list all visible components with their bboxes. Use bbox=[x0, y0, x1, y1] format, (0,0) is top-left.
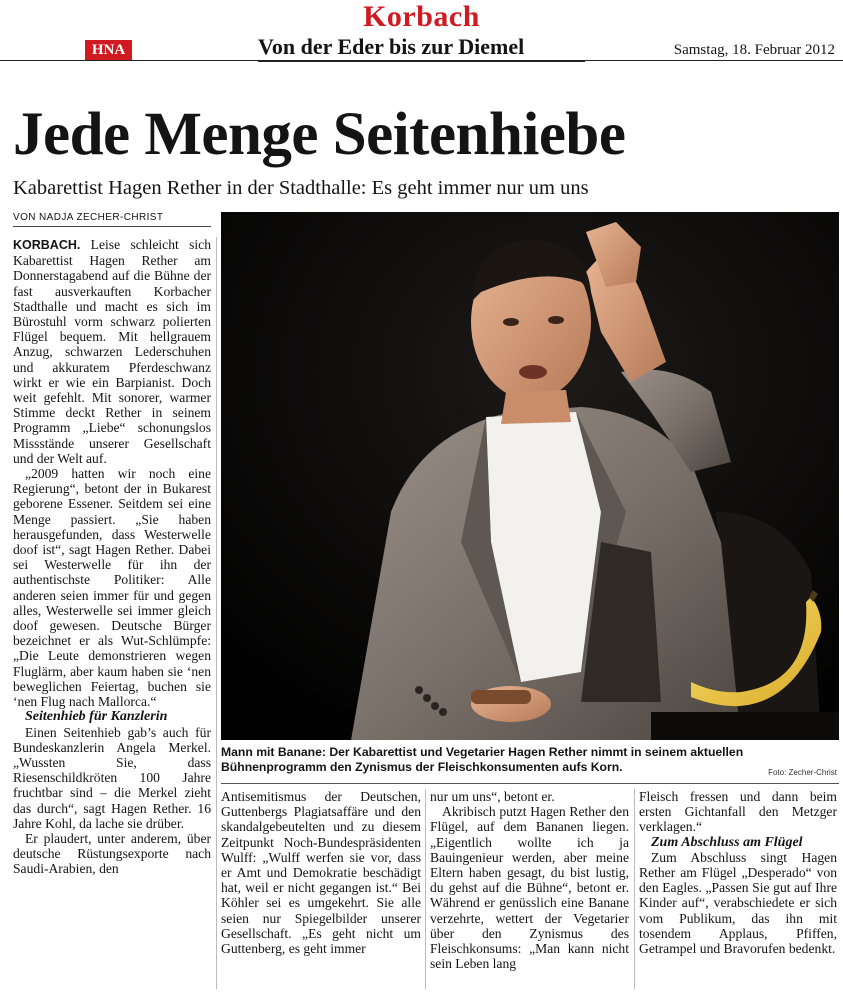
article-subheadline: Kabarettist Hagen Rether in der Stadthalle: Es geht immer nur um uns bbox=[13, 177, 589, 199]
issue-date: Samstag, 18. Februar 2012 bbox=[673, 42, 835, 58]
photo-credit: Foto: Zecher-Christ bbox=[768, 768, 837, 777]
photo-caption: Mann mit Banane: Der Kabarettist und Vegetarier Hagen Rether nimmt in seinem aktuellen Bühnenprogramm den Zynismus der Fleischkonsumenten aufs Korn. bbox=[221, 745, 744, 774]
article-column-3 bbox=[430, 789, 629, 989]
paragraph: Einen Seitenhieb gab’s auch für Bundeskanzlerin Angela Merkel. „Wussten Sie, dass Riesenschildkröten 100 Jahre fruchtbar sind – die Merkel zieht das durch“, sagt Hagen Rether. 16 Jahre Kohl, da lache sie drüber. bbox=[13, 724, 211, 831]
article-photo bbox=[221, 212, 839, 740]
column-divider bbox=[216, 237, 217, 989]
tagline-underline bbox=[258, 60, 585, 62]
section-tagline: Von der Eder bis zur Diemel bbox=[258, 34, 525, 59]
article-column-1 bbox=[13, 237, 211, 989]
subheading: Seitenhieb für Kanzlerin bbox=[25, 709, 168, 725]
subheading: Zum Abschluss am Flügel bbox=[651, 834, 803, 850]
lead-text: Leise schleicht sich Kabarettist Hagen Rether am Donnerstagabend auf die Bühne der fast ausverkauften Korbacher Stadthalle und macht es sich im Bürostuhl vorm schwarz polierten Flügel bequem. Mit hellgrauem Anzug, schwarzen Lederschuhen und akkuratem Pferdeschwanz wirkt er wie ein Barpianist. Doch weit gefehlt. Mit sonorer, warmer Stimme deckt Rether in seinem Programm „Liebe“ schonungslos Missstände unserer Gesellschaft und der Welt auf. bbox=[13, 237, 211, 466]
paragraph: Antisemitismus der Deutschen, Guttenbergs Plagiatsaffäre und den skandalgebeutelten und zu diesem Zeitpunkt Noch-Bundespräsidenten Wulff: „Wulff werfen sie vor, dass er Amt und Demokratie beschädigt hat, weil er nicht gegangen ist.“ Bei Köhler sei es umgekehrt. Sie alle seien nur Spiegelbilder unserer Gesellschaft. „Es geht nicht um Guttenberg, es geht immer bbox=[221, 789, 421, 957]
paragraph: nur um uns“, betont er. bbox=[430, 789, 555, 804]
article-byline: VON NADJA ZECHER-CHRIST bbox=[13, 212, 164, 223]
paragraph bbox=[13, 237, 211, 466]
paragraph: Er plaudert, unter anderem, über deutsche Rüstungsexporte nach Saudi-Arabien, den bbox=[13, 830, 211, 877]
paragraph: „2009 hatten wir noch eine Regierung“, betont der in Bukarest geborene Essener. Seitdem sei eine Menge passiert. „Sie haben herausgefunden, dass Westerwelle doof ist“, sagt Hagen Rether. Dabei sei Westerwelle für ihn der authentischste Politiker: Alle anderen seien immer für und gegen alles, Westerwelle sei immer gleich doof gewesen. Deutsche Bürger bezeichnet er als Wut-Schlümpfe: „Die Leute demonstrieren wegen Fluglärm, aber kaum haben sie ‘nen beweglichen Feiertag, buchen sie ‘nen Flug nach Mallorca.“ bbox=[13, 466, 211, 710]
article-headline: Jede Menge Seitenhiebe bbox=[13, 101, 626, 168]
column-divider bbox=[425, 789, 426, 989]
hna-logo: HNA bbox=[85, 40, 132, 60]
section-title: Korbach bbox=[363, 0, 480, 33]
paragraph: Zum Abschluss singt Hagen Rether am Flügel „Desperado“ von den Eagles. „Passen Sie gut auf Ihre Kinder auf“, verabschiedete er sich vom Publikum, das ihn mit tosendem Applaus, Pfiffen, Getrampel und Bravorufen bedenkt. bbox=[639, 849, 837, 957]
caption-rule bbox=[221, 783, 839, 784]
dateline: KORBACH. bbox=[13, 238, 81, 252]
hagen-rether-photo bbox=[221, 212, 839, 740]
paragraph: Akribisch putzt Hagen Rether den Flügel, auf dem Bananen liegen. „Eigentlich wollte ich ja Bauingenieur werden, aber meine Eltern haben gesagt, du bist lustig, du gehst auf die Bühne“, betont er. Während er genüsslich eine Banane verzehrte, wettert der Vegetarier über den Zynismus des Fleischkonsums: „Man kann nicht sein Leben lang bbox=[430, 804, 629, 972]
byline-rule bbox=[13, 226, 211, 227]
article-column-4 bbox=[639, 789, 837, 989]
column-divider bbox=[634, 789, 635, 989]
paragraph: Fleisch fressen und dann beim ersten Gichtanfall den Metzger verklagen.“ bbox=[639, 789, 837, 835]
article-column-2 bbox=[221, 789, 421, 989]
